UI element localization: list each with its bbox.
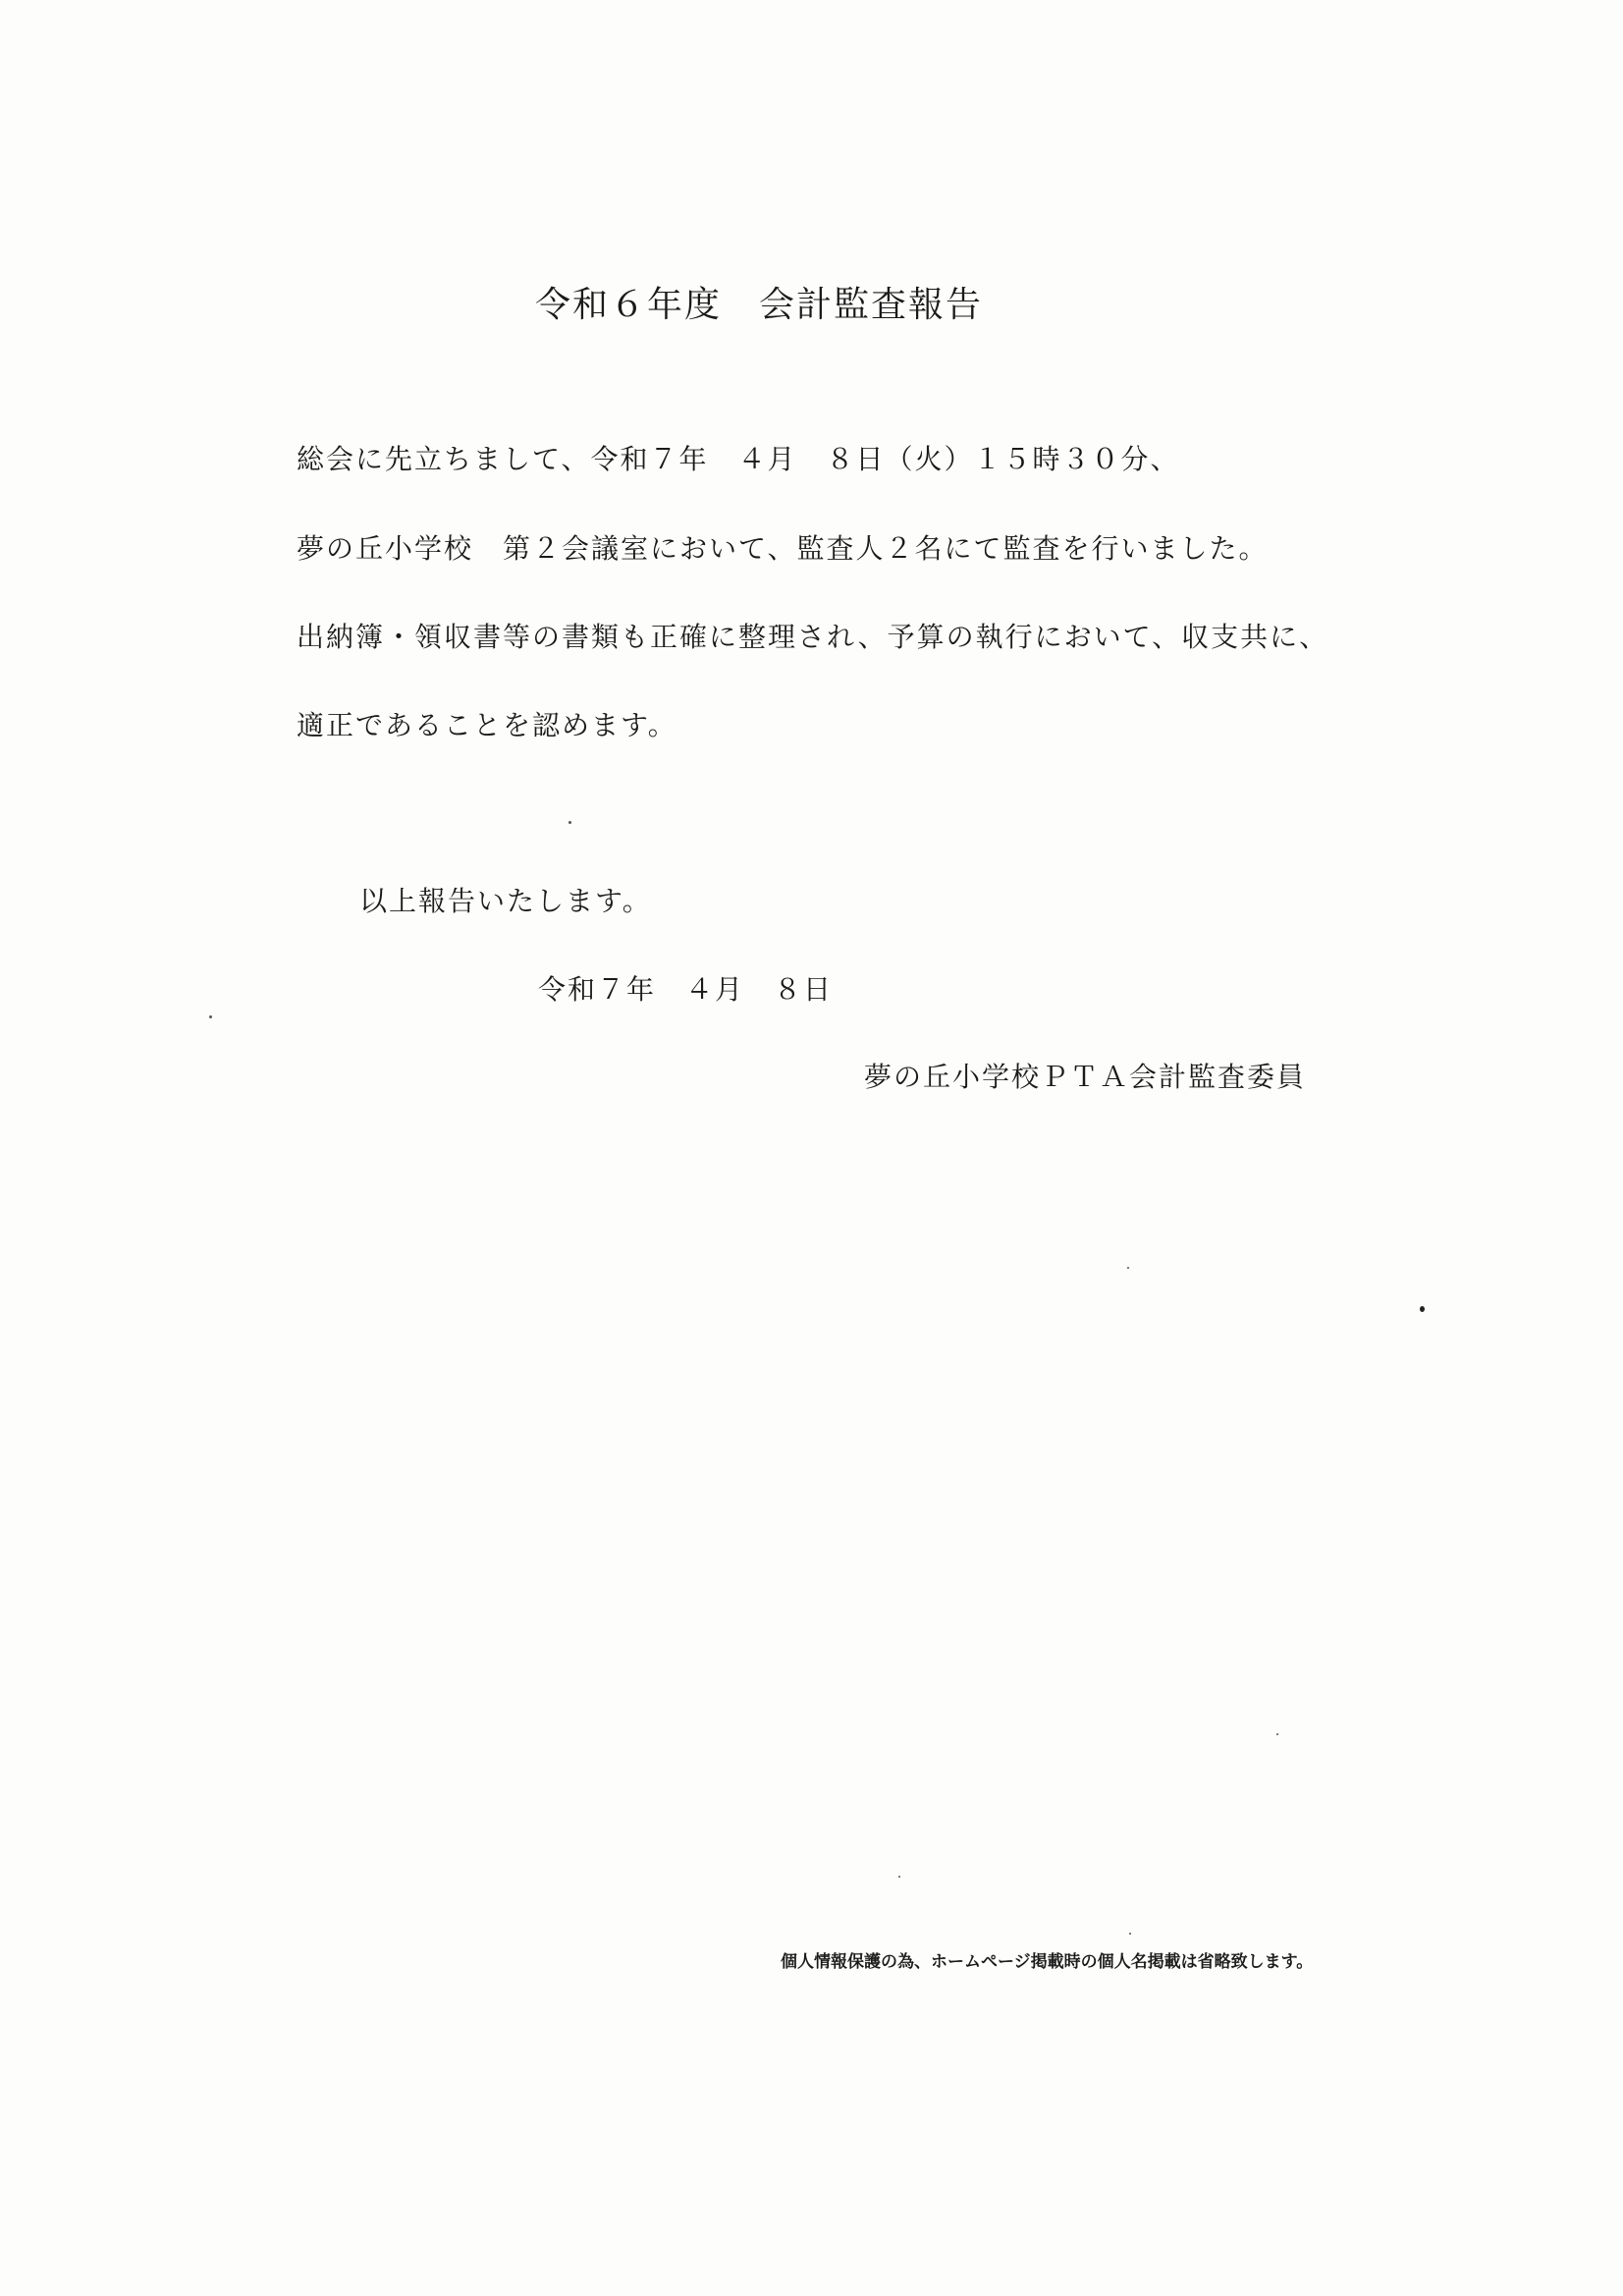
scan-speck [568, 821, 571, 824]
body-line-3: 出納簿・領収書等の書類も正確に整理され、予算の執行において、収支共に、 [297, 621, 1329, 653]
committee-signature: 夢の丘小学校ＰＴＡ会計監査委員 [864, 1061, 1307, 1093]
report-date: 令和７年 ４月 ８日 [538, 973, 834, 1006]
closing-statement: 以上報告いたします。 [359, 885, 652, 917]
scan-speck [1276, 1733, 1278, 1735]
document-title: 令和６年度 会計監査報告 [535, 285, 984, 325]
privacy-footer-note: 個人情報保護の為、ホームページ掲載時の個人名掲載は省略致します。 [781, 1952, 1314, 1972]
body-line-1: 総会に先立ちまして、令和７年 ４月 ８日（火）１５時３０分、 [297, 443, 1180, 475]
body-line-4: 適正であることを認めます。 [297, 709, 677, 741]
scan-speck [1129, 1933, 1131, 1935]
scan-speck [898, 1876, 900, 1878]
scan-speck [1127, 1267, 1129, 1269]
scan-speck [209, 1015, 212, 1018]
scan-speck [1420, 1306, 1425, 1312]
body-line-2: 夢の丘小学校 第２会議室において、監査人２名にて監査を行いました。 [297, 532, 1269, 565]
